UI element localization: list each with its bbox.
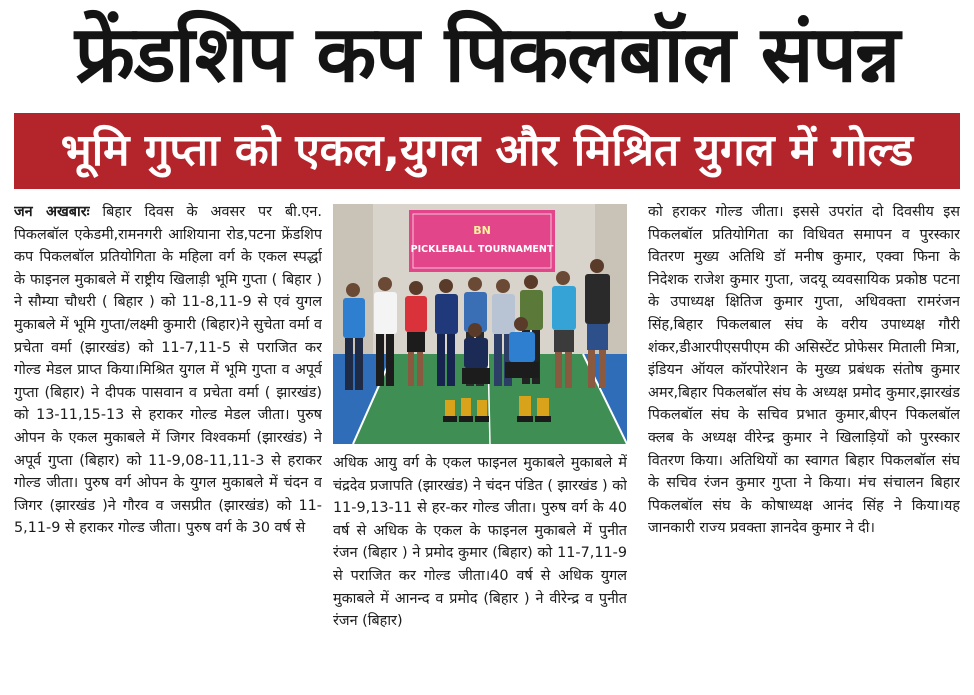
- article-text-1: बिहार दिवस के अवसर पर बी.एन. पिकलबॉल एकेडमी,रामनगरी आशियाना रोड,पटना फ्रेंडशिप कप पिकलबॉल प्रतियोगिता के महिला वर्ग के एकल स्पर्द्धा के फाइनल मुकाबले में राष्ट्रीय खिलाड़ी भूमि गुप्ता ( बिहार ) ने सौम्या चौधरी ( बिहार ) को 11-8,11-9 से एवं युगल मुकाबले में भूमि गुप्ता/लक्ष्मी कुमारी (बिहार)ने सुचेता वर्मा व प्रचेता वर्मा (झारखंड) को 11-7,11-5 से पराजित कर गोल्ड मेडल प्राप्त किया।मिश्रित युगल में भूमि गुप्ता व अपूर्व गुप्ता (बिहार) ने दीपक पासवान व प्रचेता वर्मा ( झारखंड) को 13-11,15-13 से हराकर गोल्ड मेडल जीता। पुरुष ओपन के एकल मुकाबले में जिगर विश्वकर्मा (झारखंड) ने अपूर्व गुप्ता (बिहार) को 11-9,08-11,11-3 से हराकर गोल्ड जीता। पुरुष वर्ग ओपन के युगल मुकाबले में चंदन व जिगर (झारखंड )ने गौरव व जसप्रीत (झारखंड) को 11-5,11-9 से हराकर गोल्ड जीता। पुरुष वर्ग के 30 वर्ष से: [14, 204, 322, 537]
- svg-text:PICKLEBALL TOURNAMENT: PICKLEBALL TOURNAMENT: [410, 244, 554, 255]
- article-column-3: को हराकर गोल्ड जीता। इससे उपरांत दो दिवसीय इस पिकलबॉल प्रतियोगिता का विधिवत समापन व पुरस्कार वितरण मुख्य अतिथि डॉ मनीष कुमार, एक्वा फिना के निदेशक राजेश कुमार गुप्ता, जदयू व्यवसायिक प्रकोष्ठ पटना के उपाध्यक्ष क्षितिज कुमार गुप्ता, अधिवक्ता रामरंजन सिंह,बिहार पिकलबाल संघ के वरीय उपाध्यक्ष गौरी शंकर,डीआरपीएसपीएम की असिस्टेंट प्रोफेसर मिताली मित्रा, इंडियन ऑयल कॉरपोरेशन के मुख्य प्रबंधक संतोष कुमार अमर,बिहार पिकलबॉल संघ के अध्यक्ष प्रमोद कुमार,झारखंड पिकलबॉल संघ के सचिव प्रभात कुमार,बीएन पिकलबॉल क्लब के अध्यक्ष वीरेन्द्र कुमार ने खिलाड़ियों को पुरस्कार वितरण किया। अतिथियों का स्वागत बिहार पिकलबॉल संघ के सचिव रंजन कुमार गुप्ता ने किया। मंच संचालन बिहार पिकलबॉल संघ के कोषाध्यक्ष आनंद सिंह ने किया।यह जानकारी राज्य प्रवक्ता ज्ञानदेव कुमार ने दी।: [648, 204, 960, 537]
- byline: जन अखबारः: [14, 204, 90, 220]
- players-group: [343, 259, 610, 390]
- article-column-2: अधिक आयु वर्ग के एकल फाइनल मुकाबले मुकाबले में चंद्रदेव प्रजापति (झारखंड) ने चंदन पंडित ( झारखंड ) को 11-9,13-11 से हर-कर गोल्ड जीता। पुरुष वर्ग के 40 वर्ष से अधिक के एकल के फाइनल मुकाबले में पुनीत रंजन (बिहार ) ने प्रमोद कुमार (बिहार) को 11-7,11-9 से पराजित कर गोल्ड जीता।40 वर्ष से अधिक युगल मुकाबले में आनन्द व प्रमोद (बिहार ) ने वीरेन्द्र व पुनीत रंजन (बिहार): [333, 455, 627, 630]
- tournament-banner: [409, 210, 555, 272]
- article-column-1: [14, 201, 322, 676]
- subheadline-banner: भूमि गुप्ता को एकल,युगल और मिश्रित युगल में गोल्ड: [14, 113, 960, 189]
- headline: फ्रेंडशिप कप पिकलबॉल संपन्न: [74, 10, 900, 100]
- svg-text:BN: BN: [473, 224, 491, 237]
- event-photo: [333, 204, 627, 444]
